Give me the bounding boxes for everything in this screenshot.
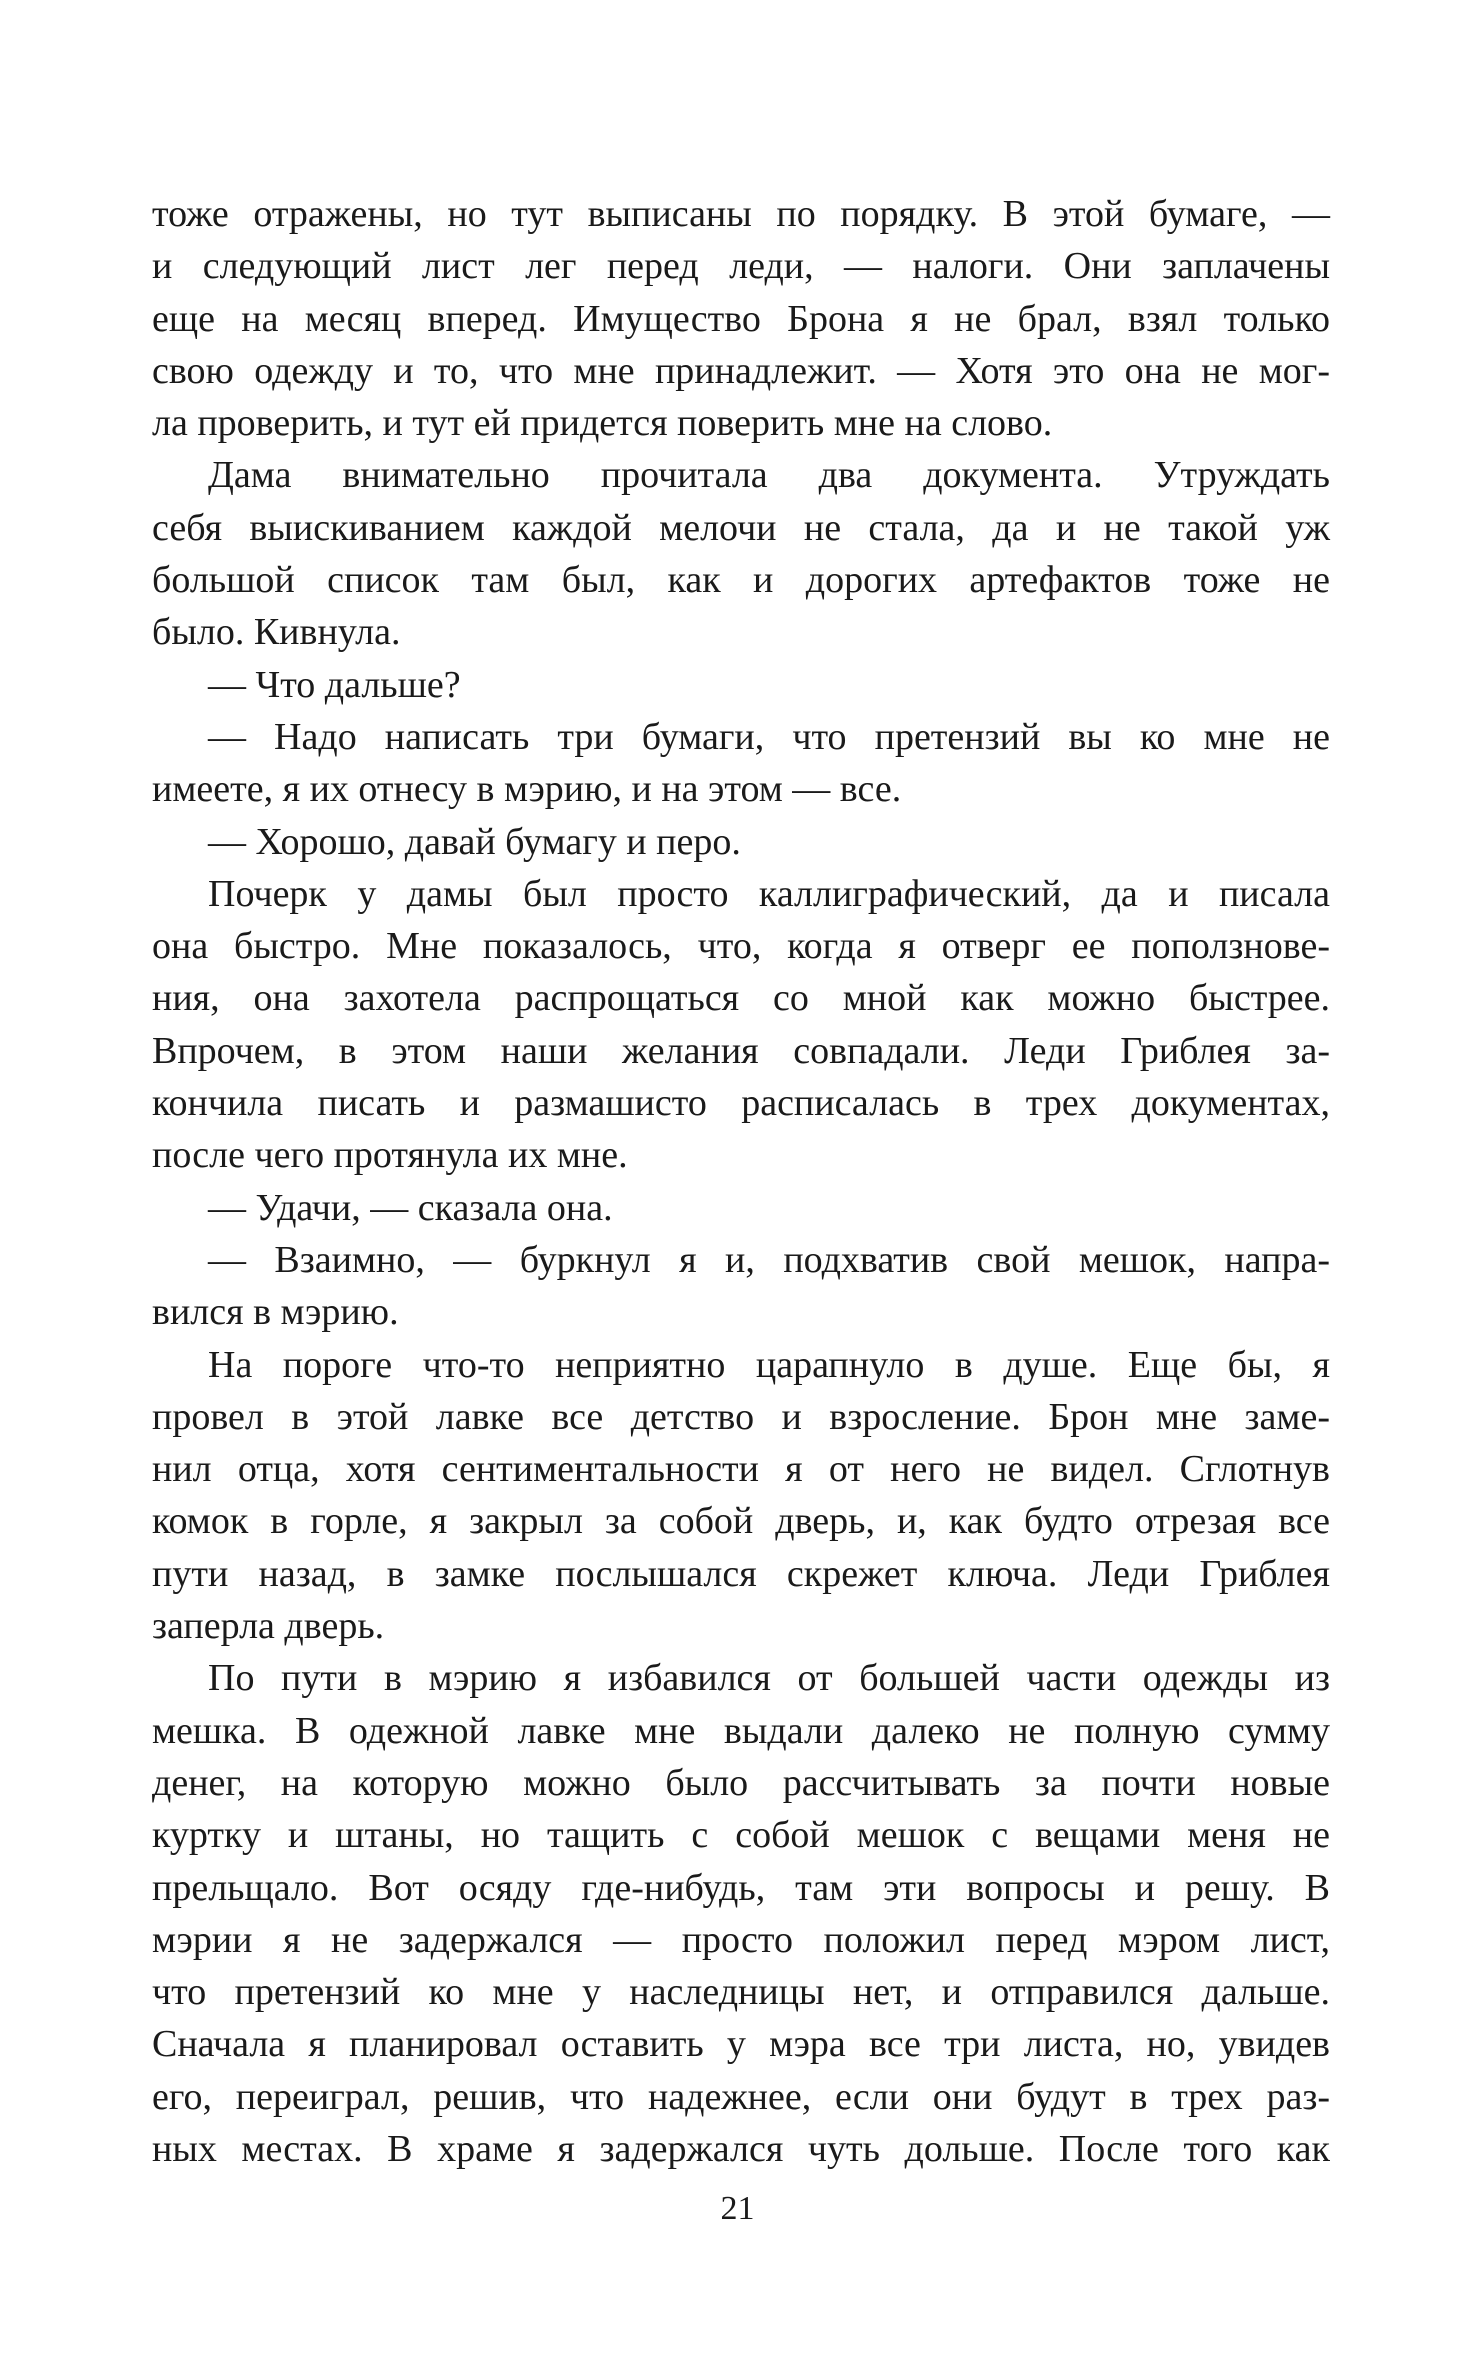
text-line: ла проверить, и тут ей придется поверить мне на слово. <box>152 402 1053 445</box>
text-line: кончила писать и размашисто расписалась в трех документах, <box>152 1082 1330 1125</box>
text-line: мешка. В одежной лавке мне выдали далеко не полную сумму <box>152 1709 1330 1752</box>
text-line: На пороге что-то неприятно царапнуло в душе. Еще бы, я <box>208 1343 1330 1386</box>
text-line: Почерк у дамы был просто каллиграфический, да и писала <box>208 872 1330 915</box>
text-line: заперла дверь. <box>152 1605 385 1648</box>
body-text <box>152 188 1330 2175</box>
text-line: куртку и штаны, но тащить с собой мешок с вещами меня не <box>152 1814 1330 1857</box>
text-line: что претензий ко мне у наследницы нет, и отправился дальше. <box>152 1971 1330 2014</box>
text-line: провел в этой лавке все детство и взросление. Брон мне заме- <box>152 1395 1330 1438</box>
text-line: было. Кивнула. <box>152 611 401 654</box>
text-line: ния, она захотела распрощаться со мной как можно быстрее. <box>152 977 1330 1020</box>
text-line: себя выискиванием каждой мелочи не стала, да и не такой уж <box>152 506 1330 549</box>
text-line: денег, на которую можно было рассчитывать за почти новые <box>152 1761 1330 1804</box>
text-line: пути назад, в замке послышался скрежет ключа. Леди Гриблея <box>152 1552 1330 1595</box>
text-line: вился в мэрию. <box>152 1291 399 1334</box>
text-line: и следующий лист лег перед леди, — налоги. Они заплачены <box>152 245 1330 288</box>
text-line: после чего протянула их мне. <box>152 1134 628 1177</box>
text-line: Впрочем, в этом наши желания совпадали. Леди Гриблея за- <box>152 1029 1330 1072</box>
text-line: — Что дальше? <box>208 663 461 706</box>
text-line: большой список там был, как и дорогих артефактов тоже не <box>152 559 1330 602</box>
text-line: — Удачи, — сказала она. <box>208 1186 613 1229</box>
text-line: его, переиграл, решив, что надежнее, если они будут в трех раз- <box>152 2075 1330 2118</box>
text-line: прельщало. Вот осяду где-нибудь, там эти вопросы и решу. В <box>152 1866 1330 1909</box>
text-line: — Хорошо, давай бумагу и перо. <box>208 820 741 863</box>
text-line: нил отца, хотя сентиментальности я от него не видел. Сглотнув <box>152 1448 1330 1491</box>
text-line: мэрии я не задержался — просто положил перед мэром лист, <box>152 1918 1330 1961</box>
text-line: еще на месяц вперед. Имущество Брона я не брал, взял только <box>152 297 1330 340</box>
text-line: имеете, я их отнесу в мэрию, и на этом — все. <box>152 768 902 811</box>
text-line: ных местах. В храме я задержался чуть дольше. После того как <box>152 2127 1330 2170</box>
page-number: 21 <box>720 2190 755 2227</box>
text-line: тоже отражены, но тут выписаны по порядку. В этой бумаге, — <box>152 193 1330 235</box>
text-line: — Взаимно, — буркнул я и, подхватив свой мешок, напра- <box>208 1238 1330 1281</box>
text-line: — Надо написать три бумаги, что претензий вы ко мне не <box>208 715 1330 758</box>
text-line: Дама внимательно прочитала два документа. Утруждать <box>208 454 1330 497</box>
text-line: По пути в мэрию я избавился от большей части одежды из <box>208 1657 1330 1700</box>
text-line: Сначала я планировал оставить у мэра все три листа, но, увидев <box>152 2023 1330 2066</box>
text-line: свою одежду и то, что мне принадлежит. — Хотя это она не мог- <box>152 349 1330 392</box>
text-line: она быстро. Мне показалось, что, когда я отверг ее поползнове- <box>152 925 1330 968</box>
text-line: комок в горле, я закрыл за собой дверь, и, как будто отрезая все <box>152 1500 1330 1543</box>
